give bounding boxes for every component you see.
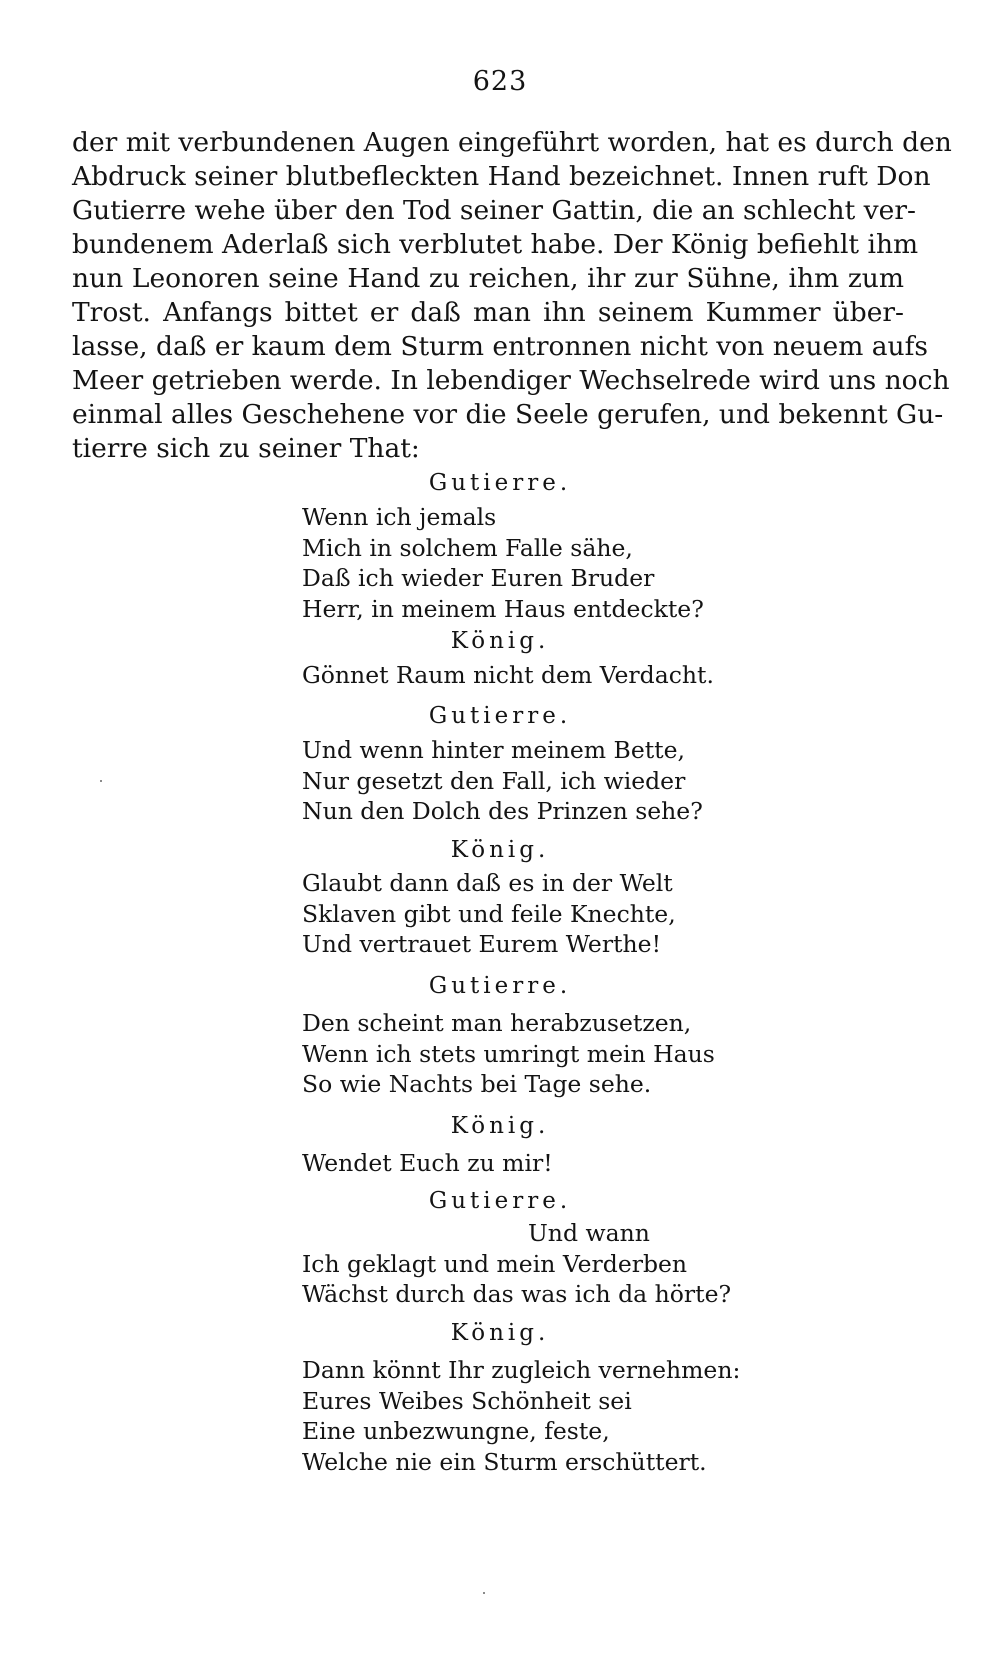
verse-line: Und wenn hinter meinem Bette, bbox=[302, 736, 685, 764]
prose-line: nun Leonoren seine Hand zu reichen, ihr zur Sühne, ihm zum bbox=[72, 263, 904, 294]
prose-line: Abdruck seiner blutbefleckten Hand bezeichnet. Innen ruft Don bbox=[72, 161, 931, 192]
paper-speck bbox=[483, 1592, 485, 1594]
prose-paragraph bbox=[72, 126, 952, 466]
verse-line: Dann könnt Ihr zugleich vernehmen: bbox=[302, 1356, 741, 1384]
verse-line: Wenn ich stets umringt mein Haus bbox=[302, 1039, 715, 1068]
page-number: 623 bbox=[472, 66, 528, 97]
verse-line: Wächst durch das was ich da hörte? bbox=[302, 1280, 732, 1308]
verse-block bbox=[302, 868, 676, 960]
verse-line: Mich in solchem Falle sähe, bbox=[302, 533, 633, 562]
verse-block bbox=[302, 735, 703, 827]
verse-line: Wenn ich jemals bbox=[302, 503, 497, 531]
verse-line: Eine unbezwungne, feste, bbox=[302, 1417, 610, 1445]
prose-line: lasse, daß er kaum dem Sturm entronnen nicht von neuem aufs bbox=[72, 331, 929, 362]
verse-line: Gönnet Raum nicht dem Verdacht. bbox=[302, 661, 714, 689]
paper-speck bbox=[100, 780, 102, 782]
verse-line: Herr, in meinem Haus entdeckte? bbox=[302, 594, 704, 623]
verse-line: Nun den Dolch des Prinzen sehe? bbox=[302, 797, 703, 825]
verse-line: Eures Weibes Schönheit sei bbox=[302, 1386, 632, 1415]
verse-line: Nur gesetzt den Fall, ich wieder bbox=[302, 766, 686, 795]
verse-block bbox=[302, 1008, 715, 1100]
speaker-name: Gutierre. bbox=[428, 703, 572, 729]
verse-line: Daß ich wieder Euren Bruder bbox=[302, 564, 655, 592]
verse-block bbox=[302, 1148, 553, 1179]
verse-line: Und wann bbox=[528, 1219, 650, 1247]
speaker-name: König. bbox=[450, 1320, 550, 1346]
prose-line: Trost. Anfangs bittet er daß man ihn seinem Kummer über- bbox=[72, 297, 904, 328]
prose-line: Gutierre wehe über den Tod seiner Gattin, die an schlecht ver- bbox=[72, 195, 916, 226]
verse-block bbox=[302, 660, 714, 691]
prose-line: der mit verbundenen Augen eingeführt worden, hat es durch den bbox=[72, 127, 952, 158]
prose-line: Meer getrieben werde. In lebendiger Wechselrede wird uns noch bbox=[72, 365, 950, 396]
prose-line: tierre sich zu seiner That: bbox=[72, 433, 420, 464]
speaker-name: Gutierre. bbox=[428, 973, 572, 999]
verse-line: Und vertrauet Eurem Werthe! bbox=[302, 930, 662, 958]
speaker-name: König. bbox=[450, 837, 550, 863]
verse-line: So wie Nachts bei Tage sehe. bbox=[302, 1070, 652, 1098]
verse-block bbox=[302, 1355, 740, 1477]
verse-line: Den scheint man herabzusetzen, bbox=[302, 1009, 692, 1037]
verse-line: Glaubt dann daß es in der Welt bbox=[302, 869, 673, 897]
verse-line: Ich geklagt und mein Verderben bbox=[302, 1249, 688, 1278]
speaker-name: Gutierre. bbox=[428, 1188, 572, 1214]
verse-line: Sklaven gibt und feile Knechte, bbox=[302, 899, 676, 928]
verse-line: Wendet Euch zu mir! bbox=[302, 1149, 553, 1177]
speaker-name: Gutierre. bbox=[428, 470, 572, 496]
prose-line: bundenem Aderlaß sich verblutet habe. Der König befiehlt ihm bbox=[72, 229, 919, 260]
speaker-name: König. bbox=[450, 1113, 550, 1139]
speaker-name: König. bbox=[450, 628, 550, 654]
verse-block bbox=[302, 1218, 731, 1310]
prose-line: einmal alles Geschehene vor die Seele gerufen, und bekennt Gu- bbox=[72, 399, 944, 430]
verse-line: Welche nie ein Sturm erschüttert. bbox=[302, 1447, 707, 1476]
verse-block bbox=[302, 502, 704, 624]
